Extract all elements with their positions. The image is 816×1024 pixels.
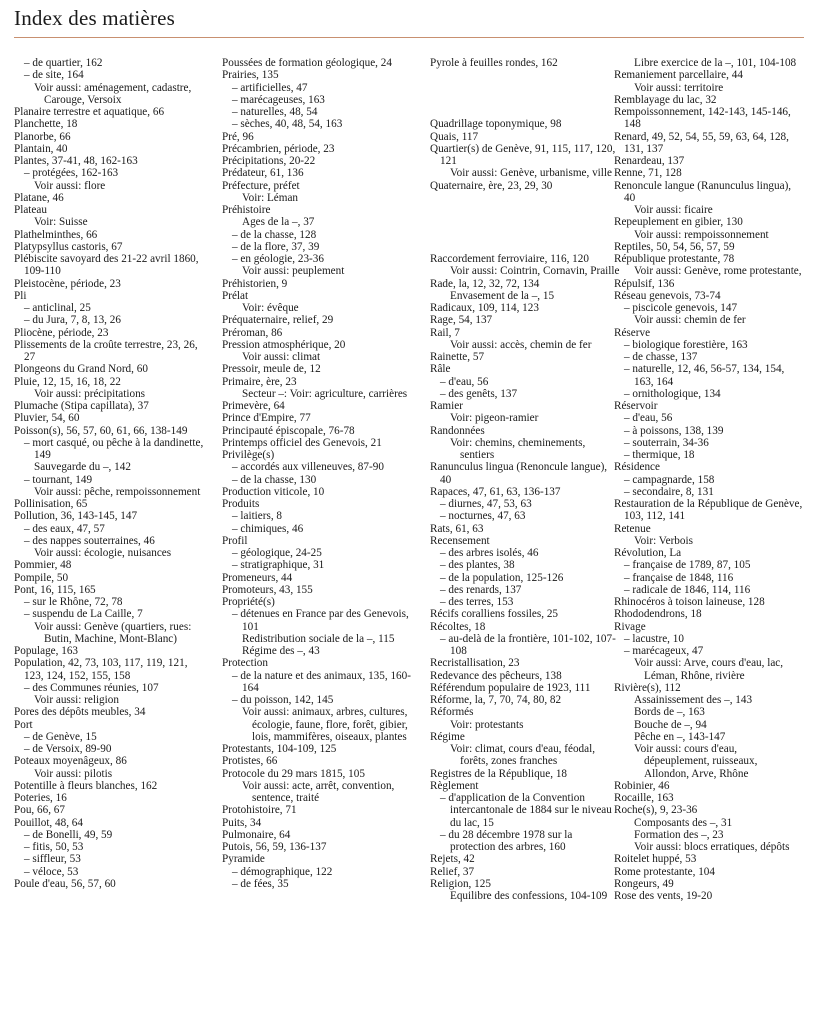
index-entry: Poisson(s), 56, 57, 60, 61, 66, 138-149 (14, 424, 188, 437)
index-entry: – française de 1789, 87, 105 (624, 559, 751, 572)
index-entry: Rage, 54, 137 (430, 314, 493, 327)
index-entry: Voir aussi: aménagement, cadastre, Carouge, Versoix (34, 81, 192, 106)
index-entry: – des arbres isolés, 46 (440, 547, 539, 559)
spacer (430, 106, 620, 118)
index-entry: Redevance des pêcheurs, 138 (430, 669, 562, 682)
index-entry: Plébiscite savoyard des 21-22 avril 1860, 109-110 (14, 253, 199, 278)
index-entry: – détenues en France par des Genevois, 101 (232, 608, 409, 633)
index-entry: Pré, 96 (222, 130, 254, 143)
spacer (430, 82, 620, 94)
index-entry: Rats, 61, 63 (430, 522, 484, 535)
index-entry: Voir aussi: Genève, rome protestante, (634, 265, 802, 278)
index-entry: Voir aussi: accès, chemin de fer (450, 338, 592, 351)
index-entry: Voir aussi: acte, arrêt, convention, sentence, traité (242, 779, 395, 804)
index-entry: – marécageuses, 163 (232, 93, 325, 106)
index-entry: Poussées de formation géologique, 24 (222, 57, 392, 69)
index-entry: Relief, 37 (430, 865, 475, 878)
index-entry: Rade, la, 12, 32, 72, 134 (430, 277, 540, 290)
index-entry: Remblayage du lac, 32 (614, 93, 717, 106)
index-entry: Planorbe, 66 (14, 130, 71, 143)
index-entry: Voir aussi: religion (34, 694, 119, 706)
page-title: Index des matières (14, 6, 176, 30)
index-entry: Randonnées (430, 424, 485, 437)
index-entry: Retenue (614, 522, 651, 535)
index-entry: Voir aussi: flore (34, 179, 106, 192)
index-entry: Règlement (430, 779, 479, 792)
index-entry: Redistribution sociale de la –, 115 (242, 632, 395, 645)
index-entry: – sur le Rhône, 72, 78 (24, 596, 123, 608)
index-entry: Envasement de la –, 15 (450, 289, 555, 302)
index-entry: Secteur –: Voir: agriculture, carrières (242, 387, 408, 400)
index-entry: Robinier, 46 (614, 779, 670, 792)
index-entry: Voir aussi: cours d'eau, dépeuplement, ruisseaux, Allondon, Arve, Rhône (634, 743, 758, 780)
index-entry: Voir aussi: territoire (634, 81, 724, 94)
index-entry: Quartier(s) de Genève, 91, 115, 117, 120, 121 (430, 142, 616, 167)
index-entry: Platane, 46 (14, 191, 64, 204)
index-entry: – des Communes réunies, 107 (24, 681, 159, 694)
index-entry: Voir: pigeon-ramier (450, 412, 539, 425)
index-entry: – suspendu de La Caille, 7 (24, 608, 143, 621)
index-entry: Plathelminthes, 66 (14, 228, 98, 241)
index-entry: Voir aussi: blocs erratiques, dépôts (634, 841, 790, 853)
index-entry: – marécageux, 47 (624, 645, 704, 657)
index-entry: Rocaille, 163 (614, 792, 674, 804)
index-entry: – de Versoix, 89-90 (24, 743, 112, 755)
index-entry: Pouillot, 48, 64 (14, 816, 83, 829)
index-entry: – de la population, 125-126 (440, 571, 564, 584)
index-entry: Prédateur, 61, 136 (222, 167, 304, 180)
index-entry: Préfecture, préfet (222, 179, 300, 192)
index-entry: – des terres, 153 (440, 596, 514, 608)
index-entry: Rhododendrons, 18 (614, 608, 702, 621)
index-entry: Platypsyllus castoris, 67 (14, 240, 123, 253)
index-entry: Formation des –, 23 (634, 828, 724, 841)
spacer (430, 69, 620, 81)
index-entry: Promoteurs, 43, 155 (222, 583, 313, 596)
index-entry: – naturelle, 12, 46, 56-57, 134, 154, 163, 164 (624, 363, 785, 388)
index-entry: – laitiers, 8 (232, 510, 283, 523)
index-entry: – des renards, 137 (440, 583, 522, 596)
index-entry: – mort casqué, ou pêche à la dandinette, 149 (24, 436, 204, 461)
index-entry: Quadrillage toponymique, 98 (430, 118, 562, 131)
index-entry: Réforme, la, 7, 70, 74, 80, 82 (430, 694, 562, 706)
index-entry: – sèches, 40, 48, 54, 163 (232, 118, 343, 131)
index-entry: Protestants, 104-109, 125 (222, 743, 337, 755)
index-entry: – anticlinal, 25 (24, 302, 91, 314)
index-entry: Pli (14, 289, 27, 302)
index-entry: – artificielles, 47 (232, 81, 308, 94)
index-entry: Rejets, 42 (430, 853, 475, 866)
index-entry: Réseau genevois, 73-74 (614, 289, 721, 302)
index-entry: Protohistoire, 71 (222, 804, 297, 817)
index-entry: Voir aussi: animaux, arbres, cultures, écologie, faune, flore, forêt, gibier, lois, mammifères, oiseaux, plantes (242, 706, 408, 743)
index-entry: Rail, 7 (430, 326, 460, 339)
index-entry: – diurnes, 47, 53, 63 (440, 498, 532, 510)
index-entry: Poule d'eau, 56, 57, 60 (14, 877, 116, 890)
index-entry: Râle (430, 363, 451, 376)
index-entry: Port (14, 718, 33, 731)
index-entry: Pressoir, meule de, 12 (222, 363, 321, 376)
index-entry: – de Genève, 15 (24, 730, 97, 743)
index-entry: – française de 1848, 116 (624, 571, 734, 584)
index-entry: Pluvier, 54, 60 (14, 412, 80, 425)
index-entry: Protection (222, 657, 268, 670)
index-entry: Rhinocéros à toison laineuse, 128 (614, 596, 765, 608)
index-entry: Voir aussi: Genève, urbanisme, ville (450, 167, 612, 180)
index-entry: Rose des vents, 19-20 (614, 890, 713, 902)
index-column-2 (222, 57, 412, 890)
index-entry: Voir: Suisse (34, 216, 88, 229)
index-entry: – secondaire, 8, 131 (624, 485, 714, 498)
index-entry: Pyrole à feuilles rondes, 162 (430, 57, 558, 69)
index-entry: Protistes, 66 (222, 755, 278, 768)
index-entry: Réservoir (614, 400, 658, 412)
index-entry: Quais, 117 (430, 130, 479, 143)
index-entry: Rapaces, 47, 61, 63, 136-137 (430, 485, 561, 498)
index-entry: – ornithologique, 134 (624, 387, 721, 400)
index-entry: Pliocène, période, 23 (14, 326, 109, 339)
index-entry: Rivage (614, 620, 646, 633)
index-entry: – souterrain, 34-36 (624, 436, 709, 449)
index-entry: Produits (222, 498, 260, 510)
index-entry: Recristallisation, 23 (430, 657, 520, 670)
index-entry: – d'application de la Convention intercantonale de 1884 sur le niveau du lac, 15 (440, 792, 612, 829)
index-entry: Puits, 34 (222, 816, 262, 829)
index-entry: – de fées, 35 (232, 877, 289, 890)
index-entry: Sauvegarde du –, 142 (34, 461, 131, 474)
index-entry: – des plantes, 38 (440, 559, 515, 572)
index-entry: Voir: protestants (450, 718, 524, 731)
index-entry: Registres de la République, 18 (430, 767, 568, 780)
index-entry: Voir aussi: chemin de fer (634, 314, 746, 327)
index-entry: Plateau (14, 204, 47, 216)
index-entry: Propriété(s) (222, 596, 275, 608)
index-entry: Voir: Verbois (634, 534, 693, 547)
index-column-3 (430, 57, 620, 902)
index-entry: Population, 42, 73, 103, 117, 119, 121, 123, 124, 152, 155, 158 (14, 657, 188, 682)
index-entry: Potentille à fleurs blanches, 162 (14, 779, 158, 792)
index-entry: Prélat (222, 289, 249, 302)
index-entry: – tournant, 149 (24, 473, 93, 486)
index-entry: – de la flore, 37, 39 (232, 240, 320, 253)
spacer (430, 241, 620, 253)
index-entry: – en géologie, 23-36 (232, 253, 324, 265)
index-entry: – thermique, 18 (624, 449, 695, 461)
spacer (430, 204, 620, 216)
index-entry: Voir aussi: Genève (quartiers, rues: Butin, Machine, Mont-Blanc) (34, 620, 192, 645)
index-entry: Renardeau, 137 (614, 155, 685, 167)
index-entry: Libre exercice de la –, 101, 104-108 (634, 57, 797, 69)
index-entry: Promeneurs, 44 (222, 571, 293, 584)
index-entry: Ages de la –, 37 (242, 216, 315, 229)
index-entry: – chimiques, 46 (232, 522, 304, 535)
index-entry: Référendum populaire de 1923, 111 (430, 681, 591, 694)
index-entry: – radicale de 1846, 114, 116 (624, 583, 751, 596)
index-entry: – siffleur, 53 (24, 853, 81, 866)
index-entry: – fitis, 50, 53 (24, 841, 84, 853)
index-entry: Plissements de la croûte terrestre, 23, 26, 27 (14, 338, 198, 363)
index-entry: – naturelles, 48, 54 (232, 106, 318, 118)
index-entry: Profil (222, 534, 248, 547)
index-entry: Pression atmosphérique, 20 (222, 338, 346, 351)
index-entry: Pêche en –, 143-147 (634, 730, 726, 743)
index-entry: Renard, 49, 52, 54, 55, 59, 63, 64, 128, 131, 137 (614, 130, 789, 155)
index-entry: – des nappes souterraines, 46 (24, 534, 155, 547)
index-entry: Assainissement des –, 143 (634, 694, 753, 706)
index-entry: Remaniement parcellaire, 44 (614, 69, 743, 82)
index-entry: Récifs coralliens fossiles, 25 (430, 608, 559, 621)
index-entry: – des genêts, 137 (440, 387, 518, 400)
index-entry: – piscicole genevois, 147 (624, 302, 738, 314)
index-entry: Voir aussi: ficaire (634, 204, 713, 216)
index-entry: Reptiles, 50, 54, 56, 57, 59 (614, 240, 735, 253)
index-entry: – du poisson, 142, 145 (232, 694, 334, 706)
index-entry: Planaire terrestre et aquatique, 66 (14, 106, 165, 118)
index-entry: Composants des –, 31 (634, 816, 733, 829)
index-entry: Quaternaire, ère, 23, 29, 30 (430, 179, 553, 192)
index-entry: Raccordement ferroviaire, 116, 120 (430, 253, 589, 265)
index-entry: Voir: évêque (242, 302, 299, 314)
index-entry: Pompile, 50 (14, 571, 69, 584)
index-entry: – d'eau, 56 (624, 412, 673, 425)
index-entry: Production viticole, 10 (222, 485, 325, 498)
index-entry: – du Jura, 7, 8, 13, 26 (24, 314, 121, 327)
index-entry: Pollution, 36, 143-145, 147 (14, 510, 138, 523)
index-entry: Roche(s), 9, 23-36 (614, 804, 698, 817)
index-entry: Pont, 16, 115, 165 (14, 583, 96, 596)
index-entry: Révolution, La (614, 547, 682, 559)
index-entry: Voir aussi: précipitations (34, 387, 146, 400)
index-entry: Ranunculus lingua (Renoncule langue), 40 (430, 461, 608, 486)
index-entry: Rivière(s), 112 (614, 681, 681, 694)
index-entry: République protestante, 78 (614, 253, 735, 265)
index-entry: Voir aussi: pilotis (34, 767, 113, 780)
index-entry: Bouche de –, 94 (634, 718, 707, 731)
index-entry: Répulsif, 136 (614, 277, 675, 290)
index-entry: Privilège(s) (222, 449, 275, 461)
index-entry: Précambrien, période, 23 (222, 142, 335, 155)
index-entry: – des eaux, 47, 57 (24, 522, 105, 535)
index-entry: Primevère, 64 (222, 400, 285, 412)
index-entry: Voir: chemins, cheminements, sentiers (450, 436, 586, 461)
index-entry: Plongeons du Grand Nord, 60 (14, 363, 148, 376)
index-entry: – protégées, 162-163 (24, 167, 119, 180)
index-entry: Poteaux moyenâgeux, 86 (14, 755, 127, 768)
index-entry: Régime (430, 730, 465, 743)
index-entry: Plumache (Stipa capillata), 37 (14, 400, 149, 412)
index-entry: Voir aussi: pêche, rempoissonnement (34, 485, 201, 498)
index-entry: Principauté épiscopale, 76-78 (222, 424, 355, 437)
index-column-4 (614, 57, 804, 902)
index-entry: – accordés aux villeneuves, 87-90 (232, 461, 384, 474)
index-entry: Récoltes, 18 (430, 620, 486, 633)
index-entry: Equilibre des confessions, 104-109 (450, 890, 608, 902)
index-entry: – de la chasse, 128 (232, 228, 317, 241)
index-entry: Plantain, 40 (14, 142, 68, 155)
index-entry: Résidence (614, 461, 660, 474)
index-entry: – géologique, 24-25 (232, 547, 322, 559)
index-entry: – à poissons, 138, 139 (624, 424, 724, 437)
index-entry: Pores des dépôts meubles, 34 (14, 706, 146, 719)
spacer (430, 94, 620, 106)
index-entry: Poteries, 16 (14, 792, 67, 804)
index-entry: Recensement (430, 534, 490, 547)
index-entry: Rome protestante, 104 (614, 865, 715, 878)
index-entry: – du 28 décembre 1978 sur la protection des arbres, 160 (440, 828, 573, 853)
index-entry: Rainette, 57 (430, 351, 485, 363)
index-entry: – stratigraphique, 31 (232, 559, 325, 572)
spacer (430, 229, 620, 241)
index-entry: – d'eau, 56 (440, 375, 489, 388)
index-entry: Voir aussi: climat (242, 351, 321, 363)
index-entry: Planchette, 18 (14, 118, 78, 131)
index-entry: Radicaux, 109, 114, 123 (430, 302, 539, 314)
index-entry: Pou, 66, 67 (14, 804, 65, 817)
index-entry: Repeuplement en gibier, 130 (614, 216, 743, 229)
index-entry: Restauration de la République de Genève, 103, 112, 141 (614, 498, 803, 523)
header-rule (14, 37, 804, 38)
index-entry: – de Bonelli, 49, 59 (24, 828, 113, 841)
index-entry: Putois, 56, 59, 136-137 (222, 841, 327, 853)
index-entry: Pyramide (222, 853, 265, 866)
index-entry: – de site, 164 (24, 69, 84, 82)
spacer (430, 192, 620, 204)
index-entry: Réformés (430, 706, 474, 719)
index-column-1 (14, 57, 204, 890)
index-entry: Rempoissonnement, 142-143, 145-146, 148 (614, 106, 791, 131)
index-entry: Précipitations, 20-22 (222, 155, 316, 167)
index-entry: – de chasse, 137 (624, 351, 698, 363)
index-entry: Pleistocène, période, 23 (14, 277, 121, 290)
index-entry: Voir: Léman (242, 191, 299, 204)
index-entry: Printemps officiel des Genevois, 21 (222, 436, 382, 449)
index-entry: Roitelet huppé, 53 (614, 853, 697, 866)
index-entry: – campagnarde, 158 (624, 473, 715, 486)
index-entry: Préquaternaire, relief, 29 (222, 314, 334, 327)
index-entry: – de la nature et des animaux, 135, 160-164 (232, 669, 411, 694)
index-entry: Voir aussi: peuplement (242, 265, 345, 278)
index-entry: – de quartier, 162 (24, 57, 103, 69)
index-entry: Populage, 163 (14, 645, 79, 657)
index-entry: Pluie, 12, 15, 16, 18, 22 (14, 375, 121, 388)
index-entry: Pommier, 48 (14, 559, 72, 572)
index-entry: Préroman, 86 (222, 326, 283, 339)
index-entry: Voir aussi: Cointrin, Cornavin, Praille (450, 265, 620, 278)
index-entry: Bords de –, 163 (634, 706, 705, 719)
index-entry: Renne, 71, 128 (614, 167, 682, 180)
index-entry: – nocturnes, 47, 63 (440, 510, 526, 523)
spacer (430, 216, 620, 228)
index-entry: Voir aussi: Arve, cours d'eau, lac, Léman, Rhône, rivière (634, 657, 784, 682)
index-entry: Pulmonaire, 64 (222, 828, 291, 841)
index-entry: Pollinisation, 65 (14, 498, 88, 510)
index-entry: Renoncule langue (Ranunculus lingua), 40 (614, 179, 792, 204)
index-entry: Préhistoire (222, 204, 271, 216)
index-entry: – biologique forestière, 163 (624, 338, 748, 351)
index-entry: Préhistorien, 9 (222, 277, 288, 290)
index-entry: – de la chasse, 130 (232, 473, 317, 486)
index-entry: Voir aussi: rempoissonnement (634, 228, 769, 241)
index-entry: Primaire, ère, 23 (222, 375, 297, 388)
index-entry: Ramier (430, 400, 463, 412)
index-entry: Voir aussi: écologie, nuisances (34, 547, 172, 559)
index-entry: Rongeurs, 49 (614, 877, 674, 890)
index-entry: – démographique, 122 (232, 865, 333, 878)
index-entry: Régime des –, 43 (242, 645, 320, 657)
index-entry: Prince d'Empire, 77 (222, 412, 311, 425)
index-entry: Prairies, 135 (222, 69, 279, 82)
index-entry: Voir: climat, cours d'eau, féodal, forêts, zones franches (450, 743, 596, 768)
index-entry: Religion, 125 (430, 877, 491, 890)
index-entry: – véloce, 53 (24, 865, 79, 878)
index-entry: Réserve (614, 326, 651, 339)
index-entry: – lacustre, 10 (624, 632, 684, 645)
index-entry: Plantes, 37-41, 48, 162-163 (14, 155, 138, 167)
index-entry: Protocole du 29 mars 1815, 105 (222, 767, 365, 780)
index-entry: – au-delà de la frontière, 101-102, 107-108 (440, 632, 616, 657)
